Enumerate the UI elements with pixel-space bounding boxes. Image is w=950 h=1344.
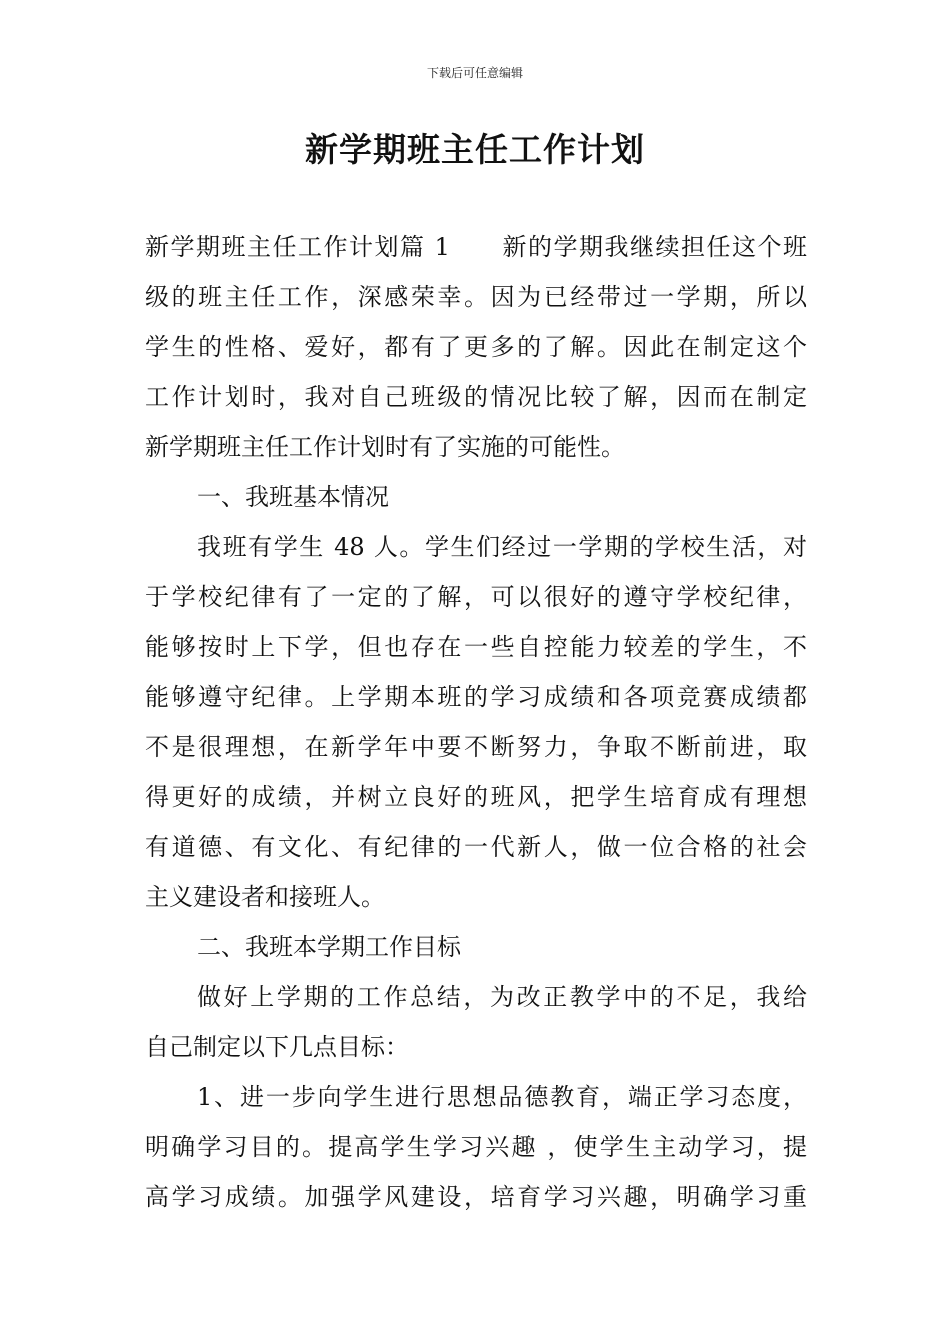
document-title: 新学期班主任工作计划 [305,130,645,169]
body-line: 高学习成绩。加强学风建设，培育学习兴趣，明确学习重 [145,1183,807,1211]
body-line: 于学校纪律有了一定的了解，可以很好的遵守学校纪律， [145,583,807,611]
body-line: 工作计划时，我对自己班级的情况比较了解，因而在制定 [145,383,807,411]
body-line: 新学期班主任工作计划时有了实施的可能性。 [145,433,625,461]
body-line: 能够遵守纪律。上学期本班的学习成绩和各项竞赛成绩都 [145,683,807,711]
body-line: 自己制定以下几点目标： [145,1033,409,1061]
page-header-note: 下载后可任意编辑 [426,66,523,80]
body-line: 做好上学期的工作总结，为改正教学中的不足，我给 [197,983,807,1011]
document-body [145,222,807,1222]
body-line: 得更好的成绩，并树立良好的班风，把学生培育成有理想 [145,783,807,811]
body-line: 学生的性格、爱好，都有了更多的了解。因此在制定这个 [145,333,807,361]
section-heading-1: 一、我班基本情况 [197,483,389,511]
section-heading-2: 二、我班本学期工作目标 [197,933,461,961]
body-line: 我班有学生 48 人。学生们经过一学期的学校生活，对 [197,533,807,561]
body-line: 级的班主任工作，深感荣幸。因为已经带过一学期，所以 [145,283,807,311]
list-item-1: 1、进一步向学生进行思想品德教育，端正学习态度， [197,1083,807,1111]
body-line: 新学期班主任工作计划篇 1 新的学期我继续担任这个班 [145,233,807,261]
body-line: 明确学习目的。提高学生学习兴趣 ，使学生主动学习，提 [145,1133,807,1161]
body-line: 不是很理想，在新学年中要不断努力，争取不断前进，取 [145,733,807,761]
body-line: 能够按时上下学，但也存在一些自控能力较差的学生，不 [145,633,807,661]
body-line: 有道德、有文化、有纪律的一代新人，做一位合格的社会 [145,833,807,861]
body-line: 主义建设者和接班人。 [145,883,385,911]
